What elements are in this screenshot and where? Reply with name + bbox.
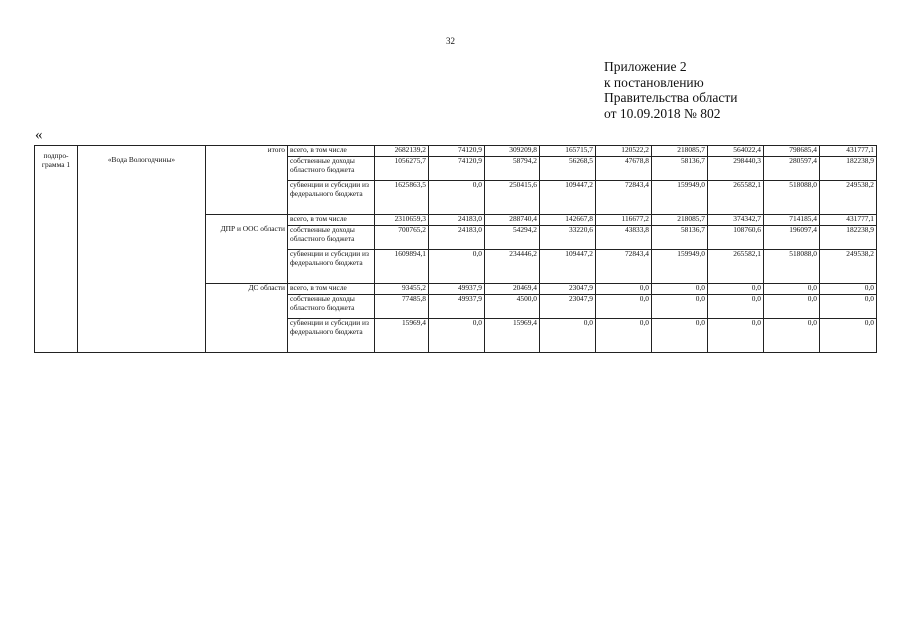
value-cell: 120522,2 [596,146,652,157]
value-cell: 0,0 [652,284,708,295]
value-cell: 0,0 [708,284,764,295]
value-cell: 0,0 [820,284,877,295]
value-cell: 0,0 [708,319,764,353]
opening-quote-mark: « [35,127,43,143]
value-cell: 58136,7 [652,226,708,250]
value-cell: 72843,4 [596,250,652,284]
value-cell: 182238,9 [820,226,877,250]
value-cell: 564022,4 [708,146,764,157]
value-cell: 309209,8 [485,146,540,157]
value-cell: 93455,2 [375,284,429,295]
value-cell: 0,0 [429,250,485,284]
value-cell: 74120,9 [429,146,485,157]
row-label: собственные доходы областного бюджета [288,226,375,250]
value-cell: 58136,7 [652,157,708,181]
row-label: субвенции и субсидии из федерального бюджета [288,181,375,215]
value-cell: 74120,9 [429,157,485,181]
value-cell: 518088,0 [764,181,820,215]
value-cell: 20469,4 [485,284,540,295]
value-cell: 0,0 [596,319,652,353]
value-cell: 165715,7 [540,146,596,157]
value-cell: 2682139,2 [375,146,429,157]
table-row [35,146,877,157]
value-cell: 33220,6 [540,226,596,250]
value-cell: 0,0 [596,295,652,319]
appendix-line: Правительства области [604,90,738,106]
value-cell: 700765,2 [375,226,429,250]
value-cell: 56268,5 [540,157,596,181]
funding-source-cell: итого [206,146,288,215]
value-cell: 0,0 [708,295,764,319]
subprogram-cell: подпро- грамма 1 [35,146,78,353]
value-cell: 234446,2 [485,250,540,284]
value-cell: 15969,4 [485,319,540,353]
value-cell: 431777,1 [820,146,877,157]
funding-source-cell: ДПР и ООС области [206,215,288,284]
row-label: собственные доходы областного бюджета [288,157,375,181]
row-label: собственные доходы областного бюджета [288,295,375,319]
value-cell: 159949,0 [652,250,708,284]
value-cell: 798685,4 [764,146,820,157]
value-cell: 431777,1 [820,215,877,226]
value-cell: 2310659,3 [375,215,429,226]
value-cell: 182238,9 [820,157,877,181]
row-label: всего, в том числе [288,146,375,157]
value-cell: 0,0 [652,319,708,353]
value-cell: 374342,7 [708,215,764,226]
value-cell: 4500,0 [485,295,540,319]
appendix-header [604,59,737,121]
value-cell: 196097,4 [764,226,820,250]
value-cell: 0,0 [596,284,652,295]
value-cell: 24183,0 [429,226,485,250]
appendix-line: Приложение 2 [604,59,687,74]
value-cell: 47678,8 [596,157,652,181]
value-cell: 249538,2 [820,250,877,284]
value-cell: 265582,1 [708,250,764,284]
value-cell: 0,0 [764,295,820,319]
value-cell: 518088,0 [764,250,820,284]
value-cell: 0,0 [540,319,596,353]
value-cell: 159949,0 [652,181,708,215]
value-cell: 288740,4 [485,215,540,226]
value-cell: 109447,2 [540,250,596,284]
row-label: субвенции и субсидии из федерального бюджета [288,250,375,284]
value-cell: 43833,8 [596,226,652,250]
appendix-line: к постановлению [604,74,704,90]
value-cell: 24183,0 [429,215,485,226]
page-number: 32 [446,36,455,46]
value-cell: 298440,3 [708,157,764,181]
value-cell: 23047,9 [540,295,596,319]
value-cell: 0,0 [652,295,708,319]
value-cell: 54294,2 [485,226,540,250]
value-cell: 108760,6 [708,226,764,250]
value-cell: 250415,6 [485,181,540,215]
value-cell: 116677,2 [596,215,652,226]
value-cell: 1609894,1 [375,250,429,284]
value-cell: 0,0 [764,284,820,295]
value-cell: 0,0 [429,181,485,215]
value-cell: 49937,9 [429,284,485,295]
value-cell: 142667,8 [540,215,596,226]
value-cell: 714185,4 [764,215,820,226]
value-cell: 249538,2 [820,181,877,215]
value-cell: 0,0 [820,295,877,319]
value-cell: 0,0 [429,319,485,353]
value-cell: 0,0 [820,319,877,353]
value-cell: 49937,9 [429,295,485,319]
row-label: всего, в том числе [288,215,375,226]
value-cell: 0,0 [764,319,820,353]
value-cell: 1056275,7 [375,157,429,181]
value-cell: 72843,4 [596,181,652,215]
appendix-line: от 10.09.2018 № 802 [604,105,721,121]
budget-table [34,145,877,353]
value-cell: 58794,2 [485,157,540,181]
value-cell: 15969,4 [375,319,429,353]
row-label: субвенции и субсидии из федерального бюджета [288,319,375,353]
subprogram-name-cell: «Вода Вологодчины» [78,146,206,353]
row-label: всего, в том числе [288,284,375,295]
value-cell: 218085,7 [652,215,708,226]
value-cell: 77485,8 [375,295,429,319]
value-cell: 265582,1 [708,181,764,215]
value-cell: 218085,7 [652,146,708,157]
value-cell: 23047,9 [540,284,596,295]
value-cell: 1625863,5 [375,181,429,215]
funding-source-cell: ДС области [206,284,288,353]
value-cell: 109447,2 [540,181,596,215]
value-cell: 280597,4 [764,157,820,181]
